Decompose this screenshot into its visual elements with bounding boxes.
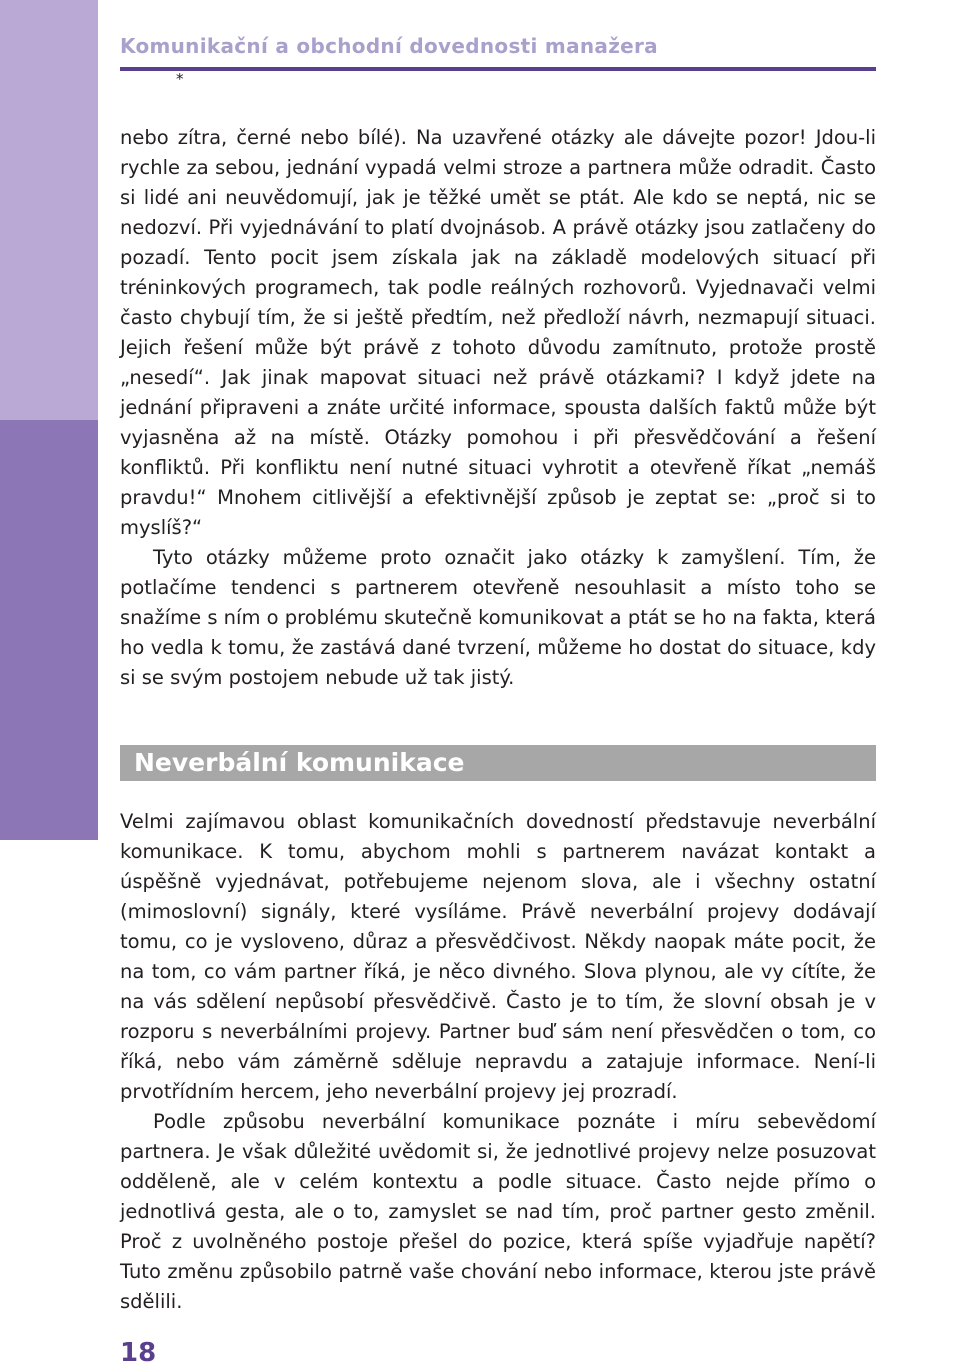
header-mark: * [176,70,184,88]
running-header-title: Komunikační a obchodní dovednosti manažera [120,34,658,58]
side-strip-dark [0,420,98,840]
page-number: 18 [120,1338,157,1368]
side-strip-light [0,0,98,420]
paragraph: Tyto otázky můžeme proto označit jako otázky k zamyšlení. Tím, že potlačíme tendenci s partnerem otevřeně nesouhlasit a místo toho se snažíme s ním o problému skutečně komunikovat a ptát se ho na fakta, která ho vedla k tomu, že zastává dané tvrzení, můžeme ho dostat do situace, kdy si se svým postojem nebude už tak jistý. [120,546,876,689]
nonverbal-text-block [120,807,876,1317]
paragraph: Podle způsobu neverbální komunikace poznáte i míru sebevědomí partnera. Je však důležité uvědomit si, že jednotlivé projevy nelze posuzovat odděleně, ale v celém kontextu a podle situace. Často nejde přímo o jednotlivá gesta, ale o to, zamyslet se nad tím, proč partner gesto změnil. Proč z uvolněného postoje přešel do pozice, která spíše vyjadřuje napětí? Tuto změnu způsobilo patrně vaše chování nebo informace, kterou jste právě sdělili. [120,1110,876,1313]
section-heading: Neverbální komunikace [134,748,465,777]
section-heading-bar [120,745,876,781]
paragraph: Velmi zajímavou oblast komunikačních dovedností představuje neverbální komunikace. K tomu, abychom mohli s partnerem navázat kontakt a úspěšně vyjednávat, potřebujeme nejenom slova, ale i všechny ostatní (mimoslovní) signály, které vysíláme. Právě neverbální projevy dodávají tomu, co je vysloveno, důraz a přesvědčivost. Někdy naopak máte pocit, že na tom, co vám partner říká, je něco divného. Slova plynou, ale vy cítíte, že na vás sdělení nepůsobí přesvědčivě. Často je to tím, že slovní obsah je v rozporu s neverbálními projevy. Partner buď sám není přesvědčen o tom, co říká, nebo vám záměrně sděluje nepravdu a zatajuje informace. Není-li prvotřídním hercem, jeho neverbální projevy jej prozradí. [120,810,876,1103]
intro-text-block [120,123,876,693]
paragraph: nebo zítra, černé nebo bílé). Na uzavřené otázky ale dávejte pozor! Jdou-li rychle za sebou, jednání vypadá velmi stroze a partnera může odradit. Často si lidé ani neuvědomují, jak je těžké umět se ptát. Ale kdo se neptá, nic se nedozví. Při vyjednávání to platí dvojnásob. A právě otázky jsou zatlačeny do pozadí. Tento pocit jsem získala jak na základě modelových situací při tréninkových programech, tak podle reálných rozhovorů. Vyjednavači velmi často chybují tím, že si ještě předtím, než předloží návrh, nezmapují situaci. Jejich řešení může být právě z tohoto důvodu zamítnuto, protože prostě „nesedí“. Jak jinak mapovat situaci než právě otázkami? I když jdete na jednání připraveni a znáte určité informace, spousta dalších faktů může být vyjasněna až na místě. Otázky pomohou i při přesvědčování a řešení konfliktů. Při konfliktu není nutné situaci vyhrotit a otevřeně říkat „nemáš pravdu!“ Mnohem citlivější a efektivnější způsob je zeptat se: „proč si to myslíš?“ [120,126,876,539]
header-rule [120,67,876,71]
